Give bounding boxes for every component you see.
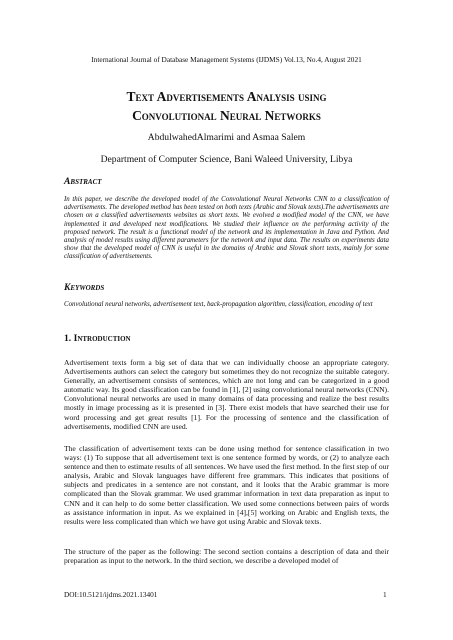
introduction-heading: 1. Introduction xyxy=(64,333,131,344)
affiliation: Department of Computer Science, Bani Waleed University, Libya xyxy=(100,154,353,165)
keywords-text: Convolutional neural networks, advertisement text, back-propagation algorithm, classification, encoding of text xyxy=(64,301,373,308)
journal-header: International Journal of Database Management Systems (IJDMS) Vol.13, No.4, August 2021 xyxy=(91,55,362,64)
title-line-1: Text Advertisements Analysis using xyxy=(126,89,327,104)
doi: DOI:10.5121/ijdms.2021.13401 xyxy=(64,590,158,599)
abstract-text: In this paper, we describe the developed model of the Convolutional Neural Networks CNN to a classification of advertisements. The developed method has been tested on both texts (Arabic and Slovak texts).The advertisements are chosen on a classified advertisements websites as short texts. We evolved a modified model of the CNN, we have implemented it and developed next modifications. We studied their influence on the performing activity of the proposed network. The result is a functional model of the network and its implementation in Java and Python. And analysis of model results using different parameters for the network and input data. The results on experiments data show that the developed model of CNN is useful in the domains of Arabic and Slovak short texts, mainly for some classification of advertisements. xyxy=(64,196,389,261)
page-number: 1 xyxy=(383,590,387,599)
keywords-heading: Keywords xyxy=(64,282,105,293)
title-line-2: Convolutional Neural Networks xyxy=(132,108,321,123)
intro-paragraph-3: The structure of the paper as the following: The second section contains a description of data and their preparation as input to the network. In the third section, we describe a developed model of xyxy=(64,547,389,566)
abstract-heading: Abstract xyxy=(64,176,102,187)
authors: AbdulwahedAlmarimi and Asmaa Salem xyxy=(147,132,306,143)
intro-paragraph-2: The classification of advertisement texts can be done using method for sentence classification in two ways: (1) To suppose that all advertisement text is one sentence formed by words, or (2) to analyze each sentence and then to estimate results of all sentences. We have used the first method. In the first step of our analysis, Arabic and Slovak languages have different free grammars. This indicates that positions of subjects and predicates in a sentence are not constant, and it looks that the Arabic grammar is more complicated than the Slovak grammar. We used grammar information in text data preparation as input to CNN and it can help to do some better classification. We used some connections between pairs of words as assistance information in input. As we explained in [4],[5] working on Arabic and English texts, the results were less complicated than which we have got using Arabic and Slovak texts. xyxy=(64,444,389,526)
paper-title xyxy=(40,87,413,125)
intro-paragraph-1: Advertisement texts form a big set of data that we can individually choose an appropriate category. Advertisements authors can select the category but sometimes they do not recognize the suitable category. Generally, an advertisement consists of sentences, which are not long and can be categorized in a good automatic way. Its good classification can be found in [1], [2] using convolutional neural networks (CNN). Convolutional neural networks are used in many domains of data processing and realize the best results mostly in image processing as it is presented in [3]. There exist models that have searched their use for word processing and get great results [1]. For the processing of sentence and the classification of advertisements, modified CNN are used. xyxy=(64,358,389,431)
